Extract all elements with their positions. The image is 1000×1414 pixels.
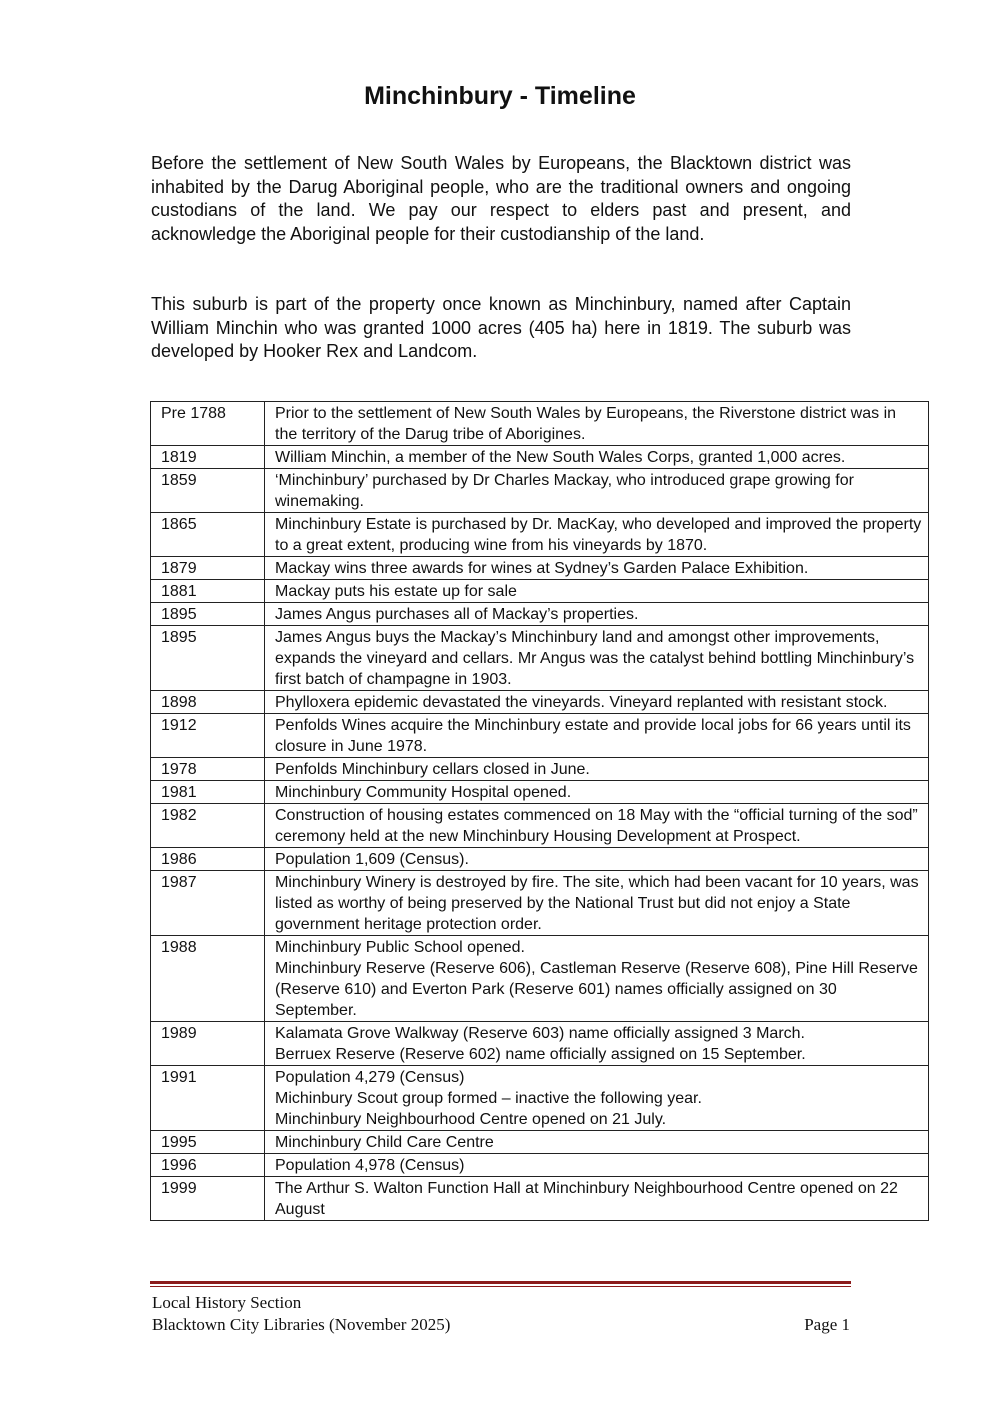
timeline-row [151, 1177, 929, 1221]
timeline-event-text: James Angus purchases all of Mackay’s properties. [275, 606, 639, 623]
timeline-event [265, 469, 929, 513]
timeline-row [151, 848, 929, 871]
timeline-year: 1987 [151, 871, 265, 936]
timeline-row [151, 1154, 929, 1177]
timeline-event [265, 603, 929, 626]
timeline-event [265, 714, 929, 758]
timeline-event-text: Penfolds Minchinbury cellars closed in June. [275, 761, 590, 778]
timeline-year: 1819 [151, 446, 265, 469]
timeline-event [265, 691, 929, 714]
timeline-event [265, 1131, 929, 1154]
page-number: Page 1 [804, 1315, 850, 1334]
timeline-event-text: The Arthur S. Walton Function Hall at Minchinbury Neighbourhood Centre opened on 22 August [275, 1180, 898, 1218]
timeline-event [265, 1066, 929, 1131]
timeline-year: 1981 [151, 781, 265, 804]
timeline-row [151, 758, 929, 781]
timeline-event-text: Kalamata Grove Walkway (Reserve 603) name officially assigned 3 March. [275, 1025, 805, 1042]
suburb-intro-paragraph: This suburb is part of the property once known as Minchinbury, named after Captain William Minchin who was granted 1000 acres (405 ha) here in 1819. The suburb was developed by Hooker Rex and Landcom. [151, 294, 851, 361]
timeline-year: 1989 [151, 1022, 265, 1066]
timeline-row [151, 871, 929, 936]
timeline-event [265, 1177, 929, 1221]
timeline-row [151, 691, 929, 714]
timeline-event [265, 804, 929, 848]
timeline-event-text: Mackay puts his estate up for sale [275, 583, 517, 600]
timeline-event-text: Berruex Reserve (Reserve 602) name officially assigned on 15 September. [275, 1046, 806, 1063]
page-footer [152, 1292, 850, 1336]
timeline-year: Pre 1788 [151, 402, 265, 446]
timeline-year: 1982 [151, 804, 265, 848]
timeline-row [151, 1066, 929, 1131]
timeline-year: 1879 [151, 557, 265, 580]
timeline-row [151, 714, 929, 758]
timeline-year: 1995 [151, 1131, 265, 1154]
timeline-row [151, 513, 929, 557]
timeline-year: 1999 [151, 1177, 265, 1221]
footer-section-name: Local History Section [152, 1293, 302, 1312]
timeline-event-text: James Angus buys the Mackay’s Minchinbury land and amongst other improvements, expands the vineyard and cellars. Mr Angus was the catalyst behind bottling Minchinbury’s first batch of champagne in 1903. [275, 629, 915, 688]
timeline-row [151, 603, 929, 626]
timeline-row [151, 1131, 929, 1154]
timeline-year: 1898 [151, 691, 265, 714]
timeline-event [265, 936, 929, 1022]
timeline-event-text: ‘Minchinbury’ purchased by Dr Charles Mackay, who introduced grape growing for winemaking. [275, 472, 854, 510]
timeline-event-text: Minchinbury Neighbourhood Centre opened on 21 July. [275, 1111, 667, 1128]
page-title: Minchinbury - Timeline [364, 82, 636, 110]
timeline-event-text: Prior to the settlement of New South Wales by Europeans, the Riverstone district was in the territory of the Darug tribe of Aborigines. [275, 405, 897, 443]
timeline-event [265, 758, 929, 781]
timeline-row [151, 936, 929, 1022]
timeline-event-text: Mackay wins three awards for wines at Sydney’s Garden Palace Exhibition. [275, 560, 809, 577]
timeline-year: 1986 [151, 848, 265, 871]
timeline-event [265, 1154, 929, 1177]
timeline-event [265, 557, 929, 580]
timeline-year: 1881 [151, 580, 265, 603]
timeline-event [265, 781, 929, 804]
timeline-year: 1859 [151, 469, 265, 513]
timeline-event [265, 513, 929, 557]
timeline-event [265, 580, 929, 603]
timeline-event-text: Population 4,978 (Census) [275, 1157, 465, 1174]
footer-rule [150, 1281, 851, 1284]
timeline-event [265, 1022, 929, 1066]
timeline-row [151, 804, 929, 848]
timeline-year: 1988 [151, 936, 265, 1022]
footer-rule-thin [150, 1286, 851, 1287]
timeline-year: 1865 [151, 513, 265, 557]
timeline-event-text: Minchinbury Community Hospital opened. [275, 784, 572, 801]
timeline-year: 1978 [151, 758, 265, 781]
acknowledgement-paragraph: Before the settlement of New South Wales by Europeans, the Blacktown district was inhabited by the Darug Aboriginal people, who are the traditional owners and ongoing custodians of the land. We pay our respect to elders past and present, and acknowledge the Aboriginal people for their custodianship of the land. [151, 153, 851, 244]
timeline-event-text: Minchinbury Estate is purchased by Dr. MacKay, who developed and improved the property to a great extent, producing wine from his vineyards by 1870. [275, 516, 922, 554]
timeline-event-text: Minchinbury Winery is destroyed by fire. The site, which had been vacant for 10 years, was listed as worthy of being preserved by the National Trust but did not enjoy a State government heritage protection order. [275, 874, 919, 933]
timeline-row [151, 580, 929, 603]
timeline-year: 1895 [151, 626, 265, 691]
timeline-row [151, 626, 929, 691]
timeline-event-text: William Minchin, a member of the New South Wales Corps, granted 1,000 acres. [275, 449, 846, 466]
timeline-event [265, 446, 929, 469]
timeline-year: 1991 [151, 1066, 265, 1131]
timeline-year: 1912 [151, 714, 265, 758]
timeline-event-text: Minchinbury Public School opened. [275, 939, 525, 956]
timeline-event-text: Construction of housing estates commenced on 18 May with the “official turning of the sod” ceremony held at the new Minchinbury Housing Development at Prospect. [275, 807, 918, 845]
timeline-event-text: Population 1,609 (Census). [275, 851, 469, 868]
timeline-event [265, 402, 929, 446]
timeline-event [265, 626, 929, 691]
timeline-event [265, 848, 929, 871]
timeline-row [151, 557, 929, 580]
timeline-row [151, 402, 929, 446]
timeline-event-text: Minchinbury Reserve (Reserve 606), Castleman Reserve (Reserve 608), Pine Hill Reserve (Reserve 610) and Everton Park (Reserve 601) names officially assigned on 30 September. [275, 960, 918, 1019]
timeline-event-text: Phylloxera epidemic devastated the vineyards. Vineyard replanted with resistant stock. [275, 694, 888, 711]
timeline-year: 1996 [151, 1154, 265, 1177]
footer-library-name: Blacktown City Libraries (November 2025) [152, 1315, 451, 1334]
timeline-year: 1895 [151, 603, 265, 626]
timeline-event-text: Penfolds Wines acquire the Minchinbury estate and provide local jobs for 66 years until its closure in June 1978. [275, 717, 911, 755]
timeline-row [151, 469, 929, 513]
timeline-body [151, 402, 929, 1221]
timeline-table [150, 401, 929, 1221]
timeline-event-text: Population 4,279 (Census) [275, 1069, 465, 1086]
timeline-row [151, 446, 929, 469]
timeline-event-text: Michinbury Scout group formed – inactive the following year. [275, 1090, 702, 1107]
timeline-event [265, 871, 929, 936]
timeline-row [151, 1022, 929, 1066]
timeline-row [151, 781, 929, 804]
timeline-event-text: Minchinbury Child Care Centre [275, 1134, 494, 1151]
